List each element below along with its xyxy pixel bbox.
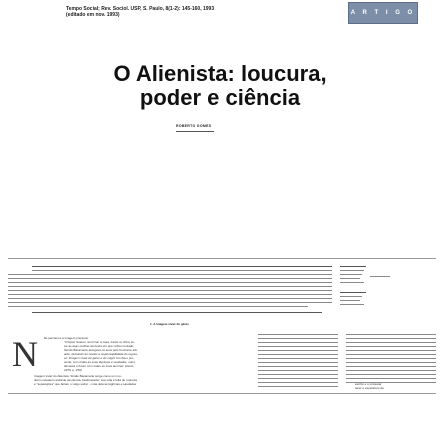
quote-line: so. Imagem vivaz do gênio e do vulgo! Um fita o pre-: [64, 356, 135, 360]
paragraph-block: [34, 374, 234, 386]
middle-column: [258, 330, 338, 390]
citation-subtext: (editado em nov. 1993): [66, 12, 120, 18]
keywords-block: [340, 262, 436, 318]
quote-line: "Crispim Soares, ao tornar à casa, trazia os olhos en-: [64, 340, 136, 344]
author-name: ROBERTO GOMES: [176, 124, 212, 128]
paragraph-line: e "separações" que fariam o vulgo sofrer – mas dela as lágrimas e saudades: [34, 382, 137, 386]
section-caption: 1. A imagem vivaz do gênio: [150, 322, 189, 326]
dropcap-letter: N: [12, 334, 38, 374]
article-title: O Alienista: loucura, poder e ciência: [113, 61, 327, 110]
citation-text: Tempo Social; Rev. Sociol. USP, S. Paulo, 8(1-2): 145-160, 1993: [66, 6, 215, 12]
quote-line: ante, deixando ao cavalo a responsabilidade do regres-: [64, 352, 138, 356]
top-divider: [8, 258, 436, 259]
quote-line: 1979, p. 259).: [64, 368, 83, 372]
quote-line: devassa o futuro com todas as suas auroras" (Assis,: [64, 364, 134, 368]
bottom-divider: [8, 393, 436, 394]
right-column-line: tecer o espetáculo da: [355, 386, 384, 390]
right-column-line: escrito e o protestar: [355, 382, 382, 386]
quote-line: sente, com todas as suas lágrimas e saudades, outro: [64, 360, 136, 364]
citation: [66, 6, 336, 18]
intro-snippet: ão percamos a imagem preciosa:: [44, 336, 89, 340]
paragraph-line: Imagem vivaz do Alienista. Simão Bacamarte surge como um mo-: [34, 374, 122, 378]
quote-line: Simão Bacamarte alongava os seus pelo horizonte adi-: [64, 348, 138, 352]
abstract-block: [8, 262, 336, 318]
quote-block: [64, 340, 234, 372]
section-tag: A R T I G O: [348, 2, 418, 24]
quote-line: tre as duas orelhas da besta em que vinha montado;: [64, 344, 135, 348]
right-column-text: [355, 382, 435, 390]
paragraph-line: derno cavaleiro andante da ciência. Desbravador, sua vida é feita de rupturas: [34, 378, 138, 382]
author-rule: [176, 131, 214, 132]
